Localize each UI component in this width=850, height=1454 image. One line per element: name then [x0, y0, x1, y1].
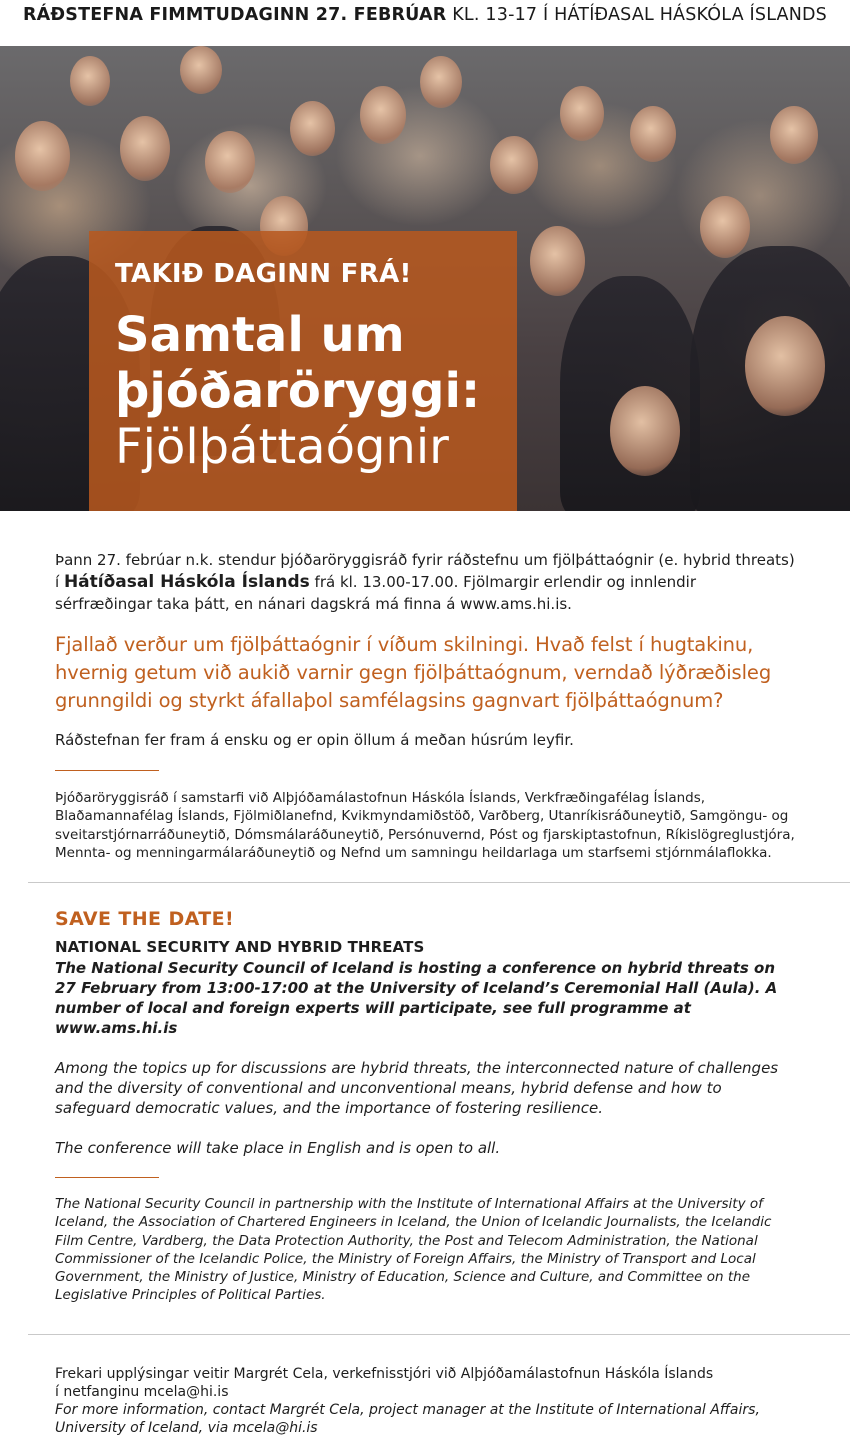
hero-title-line-2: þjóðaröryggi:: [115, 363, 481, 419]
section-divider-2: [28, 1334, 850, 1335]
english-partners-paragraph: The National Security Council in partnership with the Institute of International Affairs at the University of Iceland, the Association of Chartered Engineers in Iceland, the Union of Icelandic Journalists, the Icelandic Film Centre, Vardberg, the Data Protection Authority, the Post and Telecom Administration, the National Commissioner of the Icelandic Police, the Ministry of Foreign Affairs, the Ministry of Transport and Local Government, the Ministry of Justice, Ministry of Education, Science and Culture, and Committee on the Legislative Principles of Political Parties.: [55, 1196, 772, 1304]
contact-line-is-2: í netfanginu mcela@hi.is: [55, 1384, 229, 1401]
english-language-note: The conference will take place in English and is open to all.: [55, 1139, 501, 1158]
hero-crowd-photo: [0, 46, 850, 511]
intro-part-1: Þann 27. febrúar n.k. stendur þjóðaröryggisráð fyrir ráðstefnu um fjölþáttaógnir (e. hybrid threats) í: [55, 551, 795, 591]
hero-kicker: TAKIÐ DAGINN FRÁ!: [115, 259, 412, 289]
body-content: [0, 549, 850, 1437]
top-banner: [0, 0, 850, 46]
english-lead-paragraph: The National Security Council of Iceland is hosting a conference on hybrid threats on 27 February from 13:00-17:00 at the University of Iceland’s Ceremonial Hall (Aula). A number of local and foreign experts will participate, see full programme at www.ams.hi.is: [55, 959, 778, 1038]
contact-line-is-1: Frekari upplýsingar veitir Margrét Cela, verkefnisstjóri við Alþjóðamálastofnun Háskóla Íslands: [55, 1366, 714, 1383]
hero-title: [115, 307, 480, 475]
hero-title-line-1: Samtal um: [115, 307, 405, 363]
accent-rule: [55, 770, 159, 771]
section-divider: [28, 882, 850, 883]
top-banner-time-place: KL. 13-17 Í HÁTÍÐASAL HÁSKÓLA ÍSLANDS: [452, 5, 827, 25]
partners-paragraph-is: Þjóðaröryggisráð í samstarfi við Alþjóðamálastofnun Háskóla Íslands, Verkfræðingafélag Íslands, Blaðamannafélag Íslands, Fjölmiðlanefnd, Kvikmyndamiðstöð, Varðberg, Utanríkisráðuneytið, Samgöngu- og sveitarstjórnarráðuneytið, Dómsmálaráðuneytið, Persónuvernd, Póst og fjarskiptastofnun, Ríkislögreglustjóra, Mennta- og menningarmálaráðuneytið og Nefnd um samningu heildarlaga um starfsemi stjórnmálaflokka.: [55, 790, 795, 861]
accent-rule-2: [55, 1177, 159, 1178]
topics-paragraph-is: Fjallað verður um fjölþáttaógnir í víðum skilningi. Hvað felst í hugtakinu, hvernig getum við aukið varnir gegn fjölþáttaógnum, verndað lýðræðisleg grunngildi og styrkt áfallaþol samfélagsins gagnvart fjölþáttaógnum?: [55, 633, 772, 712]
save-the-date-heading: SAVE THE DATE!: [55, 908, 235, 931]
intro-paragraph: [55, 549, 795, 615]
top-banner-date: RÁÐSTEFNA FIMMTUDAGINN 27. FEBRÚAR: [22, 5, 447, 25]
hero-title-box: [89, 231, 517, 511]
language-note-is: Ráðstefnan fer fram á ensku og er opin öllum á meðan húsrúm leyfir.: [55, 731, 574, 749]
contact-footer: [55, 1365, 795, 1437]
english-subtitle: NATIONAL SECURITY AND HYBRID THREATS: [55, 938, 425, 957]
english-topics-paragraph: Among the topics up for discussions are hybrid threats, the interconnected nature of challenges and the diversity of conventional and unconventional means, hybrid defense and how to safeguard democratic values, and the importance of fostering resilience.: [55, 1059, 779, 1118]
contact-line-en: For more information, contact Margrét Cela, project manager at the Institute of International Affairs, University of Iceland, via mcela@hi.is: [55, 1402, 760, 1437]
hero-title-line-3: Fjölþáttaógnir: [115, 419, 449, 475]
intro-part-2: frá kl. 13.00-17.00. Fjölmargir erlendir og innlendir sérfræðingar taka þátt, en nánari dagskrá má finna á www.ams.hi.is.: [55, 573, 696, 613]
intro-venue: Hátíðasal Háskóla Íslands: [63, 572, 310, 592]
